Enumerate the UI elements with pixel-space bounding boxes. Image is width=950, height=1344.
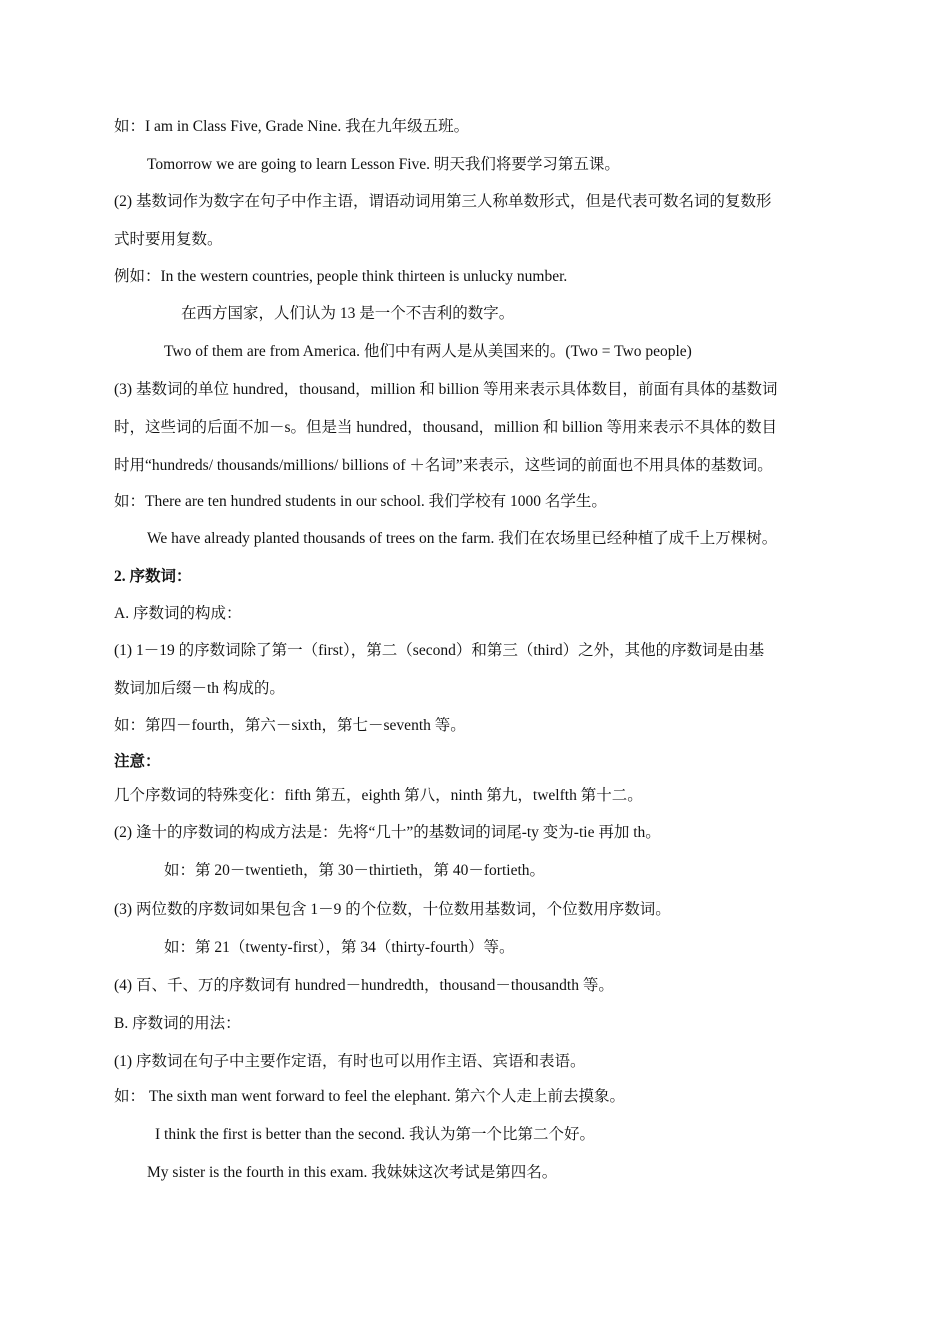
text-line: Two of them are from America. 他们中有两人是从美国来的。(Two = Two people) [164, 343, 692, 360]
text-line: (3) 基数词的单位 hundred，thousand，million 和 billion 等用来表示具体数目，前面有具体的基数词 [114, 381, 778, 398]
text-line: 例如：In the western countries, people think thirteen is unlucky number. [114, 268, 568, 285]
text-line: (3) 两位数的序数词如果包含 1－9 的个位数，十位数用基数词，个位数用序数词。 [114, 901, 671, 918]
text-line: 如：第 21（twenty-first），第 34（thirty-fourth）等。 [164, 939, 515, 956]
text-line: 如：I am in Class Five, Grade Nine. 我在九年级五班。 [114, 118, 470, 135]
note-heading: 注意： [114, 753, 161, 770]
text-line: 如： The sixth man went forward to feel the elephant. 第六个人走上前去摸象。 [114, 1088, 625, 1105]
text-line: (1) 1－19 的序数词除了第一（first），第二（second）和第三（third）之外，其他的序数词是由基 [114, 642, 765, 659]
text-line: Tomorrow we are going to learn Lesson Five. 明天我们将要学习第五课。 [147, 156, 620, 173]
text-line: 式时要用复数。 [114, 231, 223, 248]
text-line: My sister is the fourth in this exam. 我妹妹这次考试是第四名。 [147, 1164, 558, 1181]
text-line: (1) 序数词在句子中主要作定语，有时也可以用作主语、宾语和表语。 [114, 1053, 586, 1070]
text-line: 时，这些词的后面不加－s。但是当 hundred，thousand，million 和 billion 等用来表示不具体的数目 [114, 419, 778, 436]
text-line: (2) 逢十的序数词的构成方法是：先将“几十”的基数词的词尾-ty 变为-tie 再加 th。 [114, 824, 661, 841]
text-line: 数词加后缀－th 构成的。 [114, 680, 285, 697]
text-line: (4) 百、千、万的序数词有 hundred－hundredth，thousand－thousandth 等。 [114, 977, 614, 994]
subsection-heading: B. 序数词的用法： [114, 1015, 241, 1032]
text-line: 在西方国家，人们认为 13 是一个不吉利的数字。 [181, 305, 515, 322]
text-line: 时用“hundreds/ thousands/millions/ billions of ＋名词”来表示，这些词的前面也不用具体的基数词。 [114, 457, 773, 474]
section-heading: 2. 序数词： [114, 568, 192, 585]
text-line: 如：There are ten hundred students in our school. 我们学校有 1000 名学生。 [114, 493, 607, 510]
text-line: 几个序数词的特殊变化：fifth 第五，eighth 第八，ninth 第九，twelfth 第十二。 [114, 787, 643, 804]
text-line: (2) 基数词作为数字在句子中作主语，谓语动词用第三人称单数形式，但是代表可数名词的复数形 [114, 193, 772, 210]
text-line: 如：第 20－twentieth，第 30－thirtieth，第 40－fortieth。 [164, 862, 545, 879]
text-line: We have already planted thousands of trees on the farm. 我们在农场里已经种植了成千上万棵树。 [147, 530, 778, 547]
text-line: I think the first is better than the second. 我认为第一个比第二个好。 [155, 1126, 595, 1143]
text-line: 如：第四－fourth，第六－sixth，第七－seventh 等。 [114, 717, 466, 734]
subsection-heading: A. 序数词的构成： [114, 605, 242, 622]
